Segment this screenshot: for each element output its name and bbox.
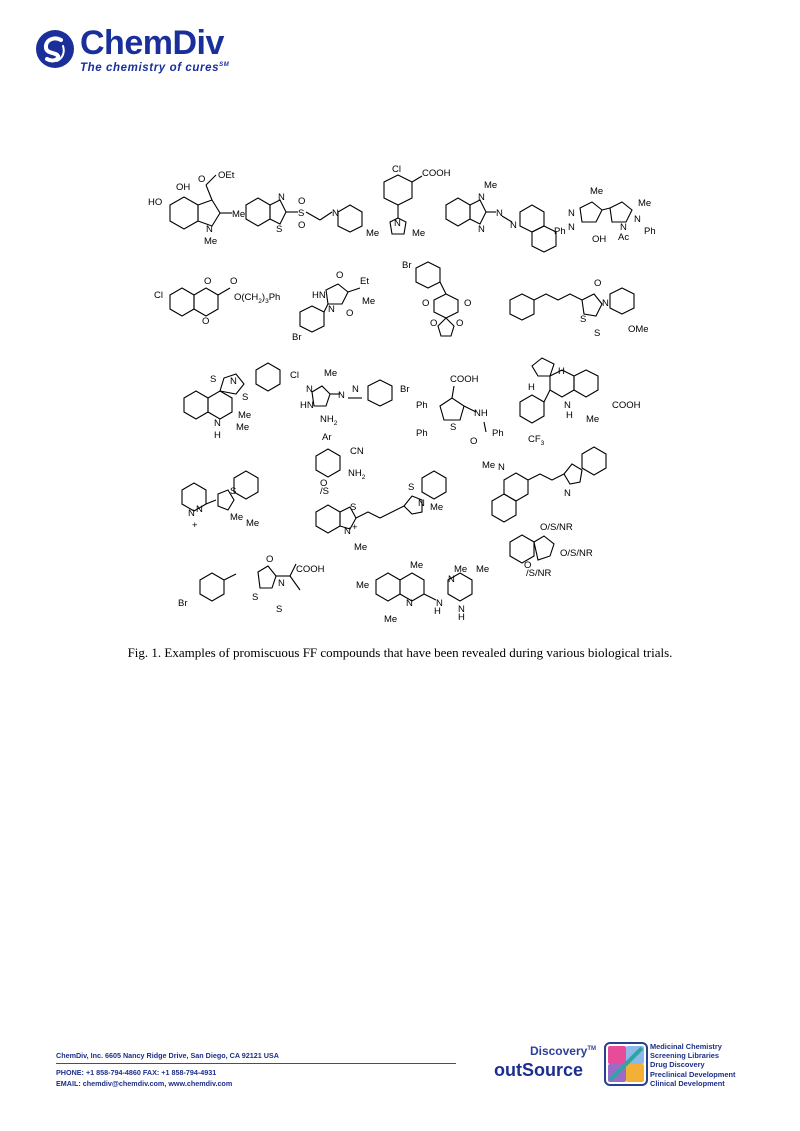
m15-label-0: S: [230, 486, 237, 497]
m12-label-3: S: [450, 422, 457, 433]
m18-label-2: O: [524, 560, 532, 571]
m14-label-5: /S: [320, 486, 329, 497]
discovery-label: Discovery™: [529, 1044, 596, 1058]
m10-label-5: Me: [236, 422, 250, 433]
molecule-cyclopenta-quinoline: [520, 358, 641, 447]
m5-label-3: N: [568, 222, 575, 233]
m4-label-4: N: [510, 220, 517, 231]
m6-label-3: $O(CH_2)_3Ph$: [234, 292, 281, 305]
m11-label-2: HN: [300, 400, 314, 411]
compound-figure: [140, 160, 660, 630]
molecule-benzothiazole-sulfone: [246, 192, 362, 235]
puzzle-logo-icon: [604, 1042, 648, 1086]
molecule-chromone-ester: [154, 276, 280, 327]
m11-label-0: Me: [324, 368, 338, 379]
m20-label-0: Me: [410, 560, 424, 571]
m13-label-0: H: [528, 382, 535, 393]
m20-label-4: N: [406, 598, 413, 609]
molecule-pyridinium-benzothiazole: [182, 471, 259, 531]
m13-label-4: COOH: [612, 400, 641, 411]
m6-label-8: O: [202, 316, 210, 327]
m9-label-4: OMe: [628, 324, 649, 335]
m3-label-4: Me: [412, 228, 426, 239]
molecule-bis-benzothiazolium: [316, 471, 446, 553]
molecule-thiazolidinone-diene: [510, 278, 649, 339]
molecule-azo-benzimidazole: [446, 180, 556, 252]
m14-label-4: O: [320, 478, 328, 489]
m7-label-4: Me: [362, 296, 376, 307]
m12-label-5: O: [470, 436, 478, 447]
m5-label-2: N: [568, 208, 575, 219]
m14-label-2: $NH_2$: [348, 468, 366, 481]
brand-tagline: The chemistry of cures℠: [80, 62, 230, 74]
m5-label-9: Ph: [644, 226, 656, 237]
m16-label-1: N: [418, 498, 425, 509]
m16-label-5: +: [352, 522, 358, 533]
m20-label-1: Me: [356, 580, 370, 591]
molecule-chlorobenzoic-pyrrole: [366, 164, 451, 239]
m2-label-1: S: [276, 224, 283, 235]
m10-label-7: H: [214, 430, 221, 441]
service-item: Screening Libraries: [650, 1051, 720, 1061]
m16-label-4: N: [344, 526, 351, 537]
m18-label-1: O/S/NR: [560, 548, 593, 559]
molecule-quinoline-guanidine: [356, 560, 489, 625]
m19-label-3: S: [252, 592, 259, 603]
m8-label-1: O: [422, 298, 430, 309]
m15-label-4: Me: [230, 512, 244, 523]
m10-label-1: N: [230, 376, 237, 387]
m9-label-3: S: [594, 328, 601, 339]
m1-label-2: O: [198, 174, 206, 185]
m15-label-2: N: [196, 504, 203, 515]
m8-label-3: O: [430, 318, 438, 329]
m16-label-2: Me: [430, 502, 444, 513]
m5-label-4: Ph: [554, 226, 566, 237]
molecule-benzofuranone: [510, 522, 593, 579]
m20-label-8: N: [458, 604, 465, 615]
m8-label-0: Br: [402, 260, 412, 271]
m14-label-1: CN: [350, 446, 364, 457]
m19-label-5: Br: [178, 598, 188, 609]
service-item: Preclinical Development: [650, 1069, 736, 1079]
m5-label-1: Me: [638, 198, 652, 209]
m11-label-6: $NH_2$: [320, 414, 338, 427]
m14-label-0: Ar: [322, 432, 332, 443]
m2-label-0: N: [278, 192, 285, 203]
m20-label-5: N: [436, 598, 443, 609]
m12-label-6: Ph: [492, 428, 504, 439]
m20-label-9: H: [458, 612, 465, 623]
molecule-thiophene-amide: [416, 374, 504, 447]
figure-caption: Fig. 1. Examples of promiscuous FF compounds that have been revealed during various biological trials.: [127, 645, 673, 660]
m9-label-0: O: [594, 278, 602, 289]
brand-name: ChemDiv: [80, 24, 224, 62]
m15-label-5: Me: [246, 518, 260, 529]
m3-label-0: Cl: [392, 164, 401, 175]
m8-label-2: O: [464, 298, 472, 309]
m5-label-6: N: [620, 222, 627, 233]
m19-label-0: O: [266, 554, 274, 565]
phone-fax: PHONE: +1 858-794-4860 FAX: +1 858-794-4931: [56, 1068, 217, 1077]
m1-label-3: OEt: [218, 170, 235, 181]
m20-label-2: Me: [454, 564, 468, 575]
molecule-aminopyran-nitrile: [316, 432, 366, 497]
m5-label-8: N: [634, 214, 641, 225]
m11-label-4: N: [352, 384, 359, 395]
m11-label-5: Br: [400, 384, 410, 395]
m7-label-5: O: [346, 308, 354, 319]
m1-label-5: N: [206, 224, 213, 235]
m3-label-2: Me: [366, 228, 380, 239]
m20-label-6: H: [434, 606, 441, 617]
m13-label-1: H: [558, 366, 565, 377]
m7-label-2: N: [328, 304, 335, 315]
m18-label-3: /S/NR: [526, 568, 552, 579]
m2-label-3: O: [298, 196, 306, 207]
contact-block: [56, 1050, 476, 1089]
m11-label-1: N: [306, 384, 313, 395]
m13-label-5: Me: [586, 414, 600, 425]
m13-label-6: $CF_3$: [528, 434, 545, 447]
m2-label-4: O: [298, 220, 306, 231]
m3-label-1: COOH: [422, 168, 451, 179]
m11-label-3: N: [338, 390, 345, 401]
discovery-outsource-logo: [492, 1042, 604, 1088]
m17-label-1: N: [498, 462, 505, 473]
m1-label-1: HO: [148, 197, 163, 208]
m9-label-2: S: [580, 314, 587, 325]
m15-label-3: +: [192, 520, 198, 531]
m10-label-2: Cl: [290, 370, 299, 381]
m4-label-0: Me: [484, 180, 498, 191]
m13-label-2: N: [564, 400, 571, 411]
service-item: Drug Discovery: [650, 1060, 705, 1070]
m10-label-0: S: [210, 374, 217, 385]
email-web: EMAIL: chemdiv@chemdiv.com, www.chemdiv.com: [56, 1079, 233, 1088]
m20-label-7: N: [448, 574, 455, 585]
m5-label-7: Ac: [618, 232, 630, 243]
m10-label-4: Me: [238, 410, 252, 421]
m2-label-5: N: [332, 208, 339, 219]
m10-label-6: N: [214, 418, 221, 429]
company-address: ChemDiv, Inc. 6605 Nancy Ridge Drive, San Diego, CA 92121 USA: [56, 1050, 456, 1064]
m15-label-1: N: [188, 508, 195, 519]
m16-label-0: S: [408, 482, 415, 493]
molecule-thiopyranoquinoline: [184, 363, 299, 441]
molecule-rhodanine-valine: [178, 554, 325, 615]
m4-label-3: N: [496, 208, 503, 219]
service-item: Medicinal Chemistry: [650, 1042, 722, 1051]
m20-label-3: Me: [476, 564, 490, 575]
molecule-bipyrazole: [554, 186, 656, 245]
m8-label-4: O: [456, 318, 464, 329]
m1-label-4: Me: [232, 209, 246, 220]
m16-label-3: S: [350, 502, 357, 513]
m12-label-0: COOH: [450, 374, 479, 385]
m6-label-0: Cl: [154, 290, 163, 301]
m12-label-4: NH: [474, 408, 488, 419]
m7-label-0: O: [336, 270, 344, 281]
m4-label-2: N: [478, 224, 485, 235]
m19-label-2: N: [278, 578, 285, 589]
outsource-label: outSource: [494, 1060, 584, 1080]
m16-label-6: Me: [354, 542, 368, 553]
services-list: [650, 1042, 735, 1088]
service-item: Clinical Development: [650, 1078, 725, 1088]
m19-label-4: S: [276, 604, 283, 615]
m12-label-2: Ph: [416, 428, 428, 439]
m5-label-0: Me: [590, 186, 604, 197]
molecule-indole-ester: [148, 170, 245, 247]
m17-label-0: Me: [482, 460, 496, 471]
m12-label-1: Ph: [416, 400, 428, 411]
footer: [56, 1040, 746, 1092]
m18-label-0: O/S/NR: [540, 522, 573, 533]
chemdiv-logo: [34, 26, 234, 74]
m4-label-1: N: [478, 192, 485, 203]
m5-label-5: OH: [592, 234, 607, 245]
m6-label-1: O: [204, 276, 212, 287]
m13-label-3: H: [566, 410, 573, 421]
m10-label-3: S: [242, 392, 249, 403]
compound-figure-drawing: [140, 160, 660, 630]
m20-label-10: Me: [384, 614, 398, 625]
m17-label-2: N: [564, 488, 571, 499]
molecule-azo-pyrazole: [300, 368, 410, 427]
m7-label-6: Br: [292, 332, 302, 343]
m2-label-2: S: [298, 208, 305, 219]
m19-label-1: COOH: [296, 564, 325, 575]
m3-label-3: N: [394, 218, 401, 229]
m7-label-1: HN: [312, 290, 326, 301]
molecule-spiro-dioxane: [402, 260, 471, 336]
molecule-pyrazolidinedione: [292, 270, 375, 343]
molecule-quinoline-indole: [482, 447, 606, 522]
m1-label-6: Me: [204, 236, 218, 247]
m6-label-2: O: [230, 276, 238, 287]
chemdiv-logo-icon: [34, 28, 76, 70]
m1-label-0: OH: [176, 182, 191, 193]
m7-label-3: Et: [360, 276, 369, 287]
m9-label-1: N: [602, 298, 609, 309]
